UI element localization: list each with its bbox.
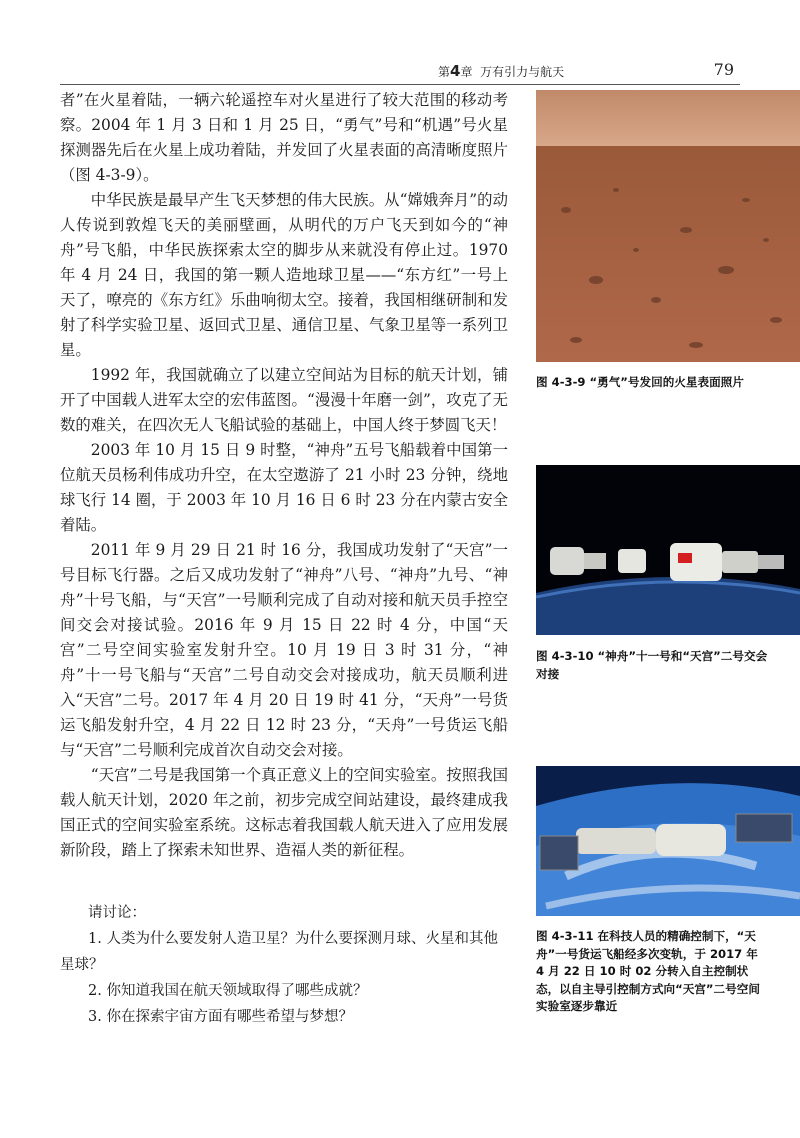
- spacecraft-docking-photo: [536, 465, 800, 635]
- cargo-ship-approach-photo: [536, 766, 800, 916]
- figure-caption-4-3-9: 图 4-3-9 “勇气”号发回的火星表面照片: [536, 375, 744, 389]
- discussion-box: [60, 900, 508, 1030]
- discussion-question-1: 1. 人类为什么要发射人造卫星？为什么要探测月球、火星和其他星球？: [60, 931, 498, 973]
- discussion-question-2: 2. 你知道我国在航天领域取得了哪些成就？: [88, 983, 368, 999]
- discussion-question-3: 3. 你在探索宇宙方面有哪些希望与梦想？: [88, 1009, 353, 1025]
- mars-surface-photo: [536, 90, 800, 362]
- paragraph-2: 中华民族是最早产生飞天梦想的伟大民族。从“嫦娥奔月”的动人传说到敦煌飞天的美丽壁画，从明代的万户飞天到如今的“神舟”号飞船，中华民族探索太空的脚步从来就没有停止过。1970 年 4 月 24 日，我国的第一颗人造地球卫星——“东方红”一号上天了，嘹亮的《东方红》乐曲响彻太空。接着，我国相继研制和发射了科学实验卫星、返回式卫星、通信卫星、气象卫星等一系列卫星。: [60, 191, 508, 359]
- chapter-number: 4: [450, 62, 461, 80]
- chapter-prefix: 第: [438, 65, 451, 79]
- paragraph-6: “天宫”二号是我国第一个真正意义上的空间实验室。按照我国载人航天计划，2020 年之前，初步完成空间站建设，最终建成我国正式的空间实验室系统。这标志着我国载人航天进入了应用发展新阶段，踏上了探索未知世界、造福人类的新征程。: [60, 766, 508, 859]
- chapter-label: [438, 62, 564, 80]
- paragraph-3: 1992 年，我国就确立了以建立空间站为目标的航天计划，铺开了中国载人进军太空的宏伟蓝图。“漫漫十年磨一剑”，攻克了无数的难关，在四次无人飞船试验的基础上，中国人终于梦圆飞天！: [60, 366, 508, 434]
- page-number: 79: [713, 60, 734, 79]
- paragraph-5: 2011 年 9 月 29 日 21 时 16 分，我国成功发射了“天宫”一号目标飞行器。之后又成功发射了“神舟”八号、“神舟”九号、“神舟”十号飞船，与“天宫”一号顺利完成了自动对接和航天员手控空间交会对接试验。2016 年 9 月 15 日 22 时 4 分，中国“天宫”二号空间实验室发射升空。10 月 19 日 3 时 31 分，“神舟”十一号飞船与“天宫”二号自动交会对接成功，航天员顺利进入“天宫”二号。2017 年 4 月 20 日 19 时 41 分，“天舟”一号货运飞船发射升空，4 月 22 日 12 时 23 分，“天舟”一号货运飞船与“天宫”二号顺利完成首次自动交会对接。: [60, 541, 508, 759]
- page-header: [60, 58, 740, 85]
- chapter-title: 万有引力与航天: [480, 65, 565, 79]
- paragraph-1: 者”在火星着陆，一辆六轮遥控车对火星进行了较大范围的移动考察。2004 年 1 月 3 日和 1 月 25 日，“勇气”号和“机遇”号火星探测器先后在火星上成功着陆，并发回了火星表面的高清晰度照片（图 4-3-9）。: [60, 91, 508, 184]
- paragraph-4: 2003 年 10 月 15 日 9 时整，“神舟”五号飞船载着中国第一位航天员杨利伟成功升空，在太空遨游了 21 小时 23 分钟，绕地球飞行 14 圈，于 2003 年 10 月 16 日 6 时 23 分在内蒙古安全着陆。: [60, 441, 508, 534]
- chapter-suffix: 章: [460, 65, 473, 79]
- discussion-title: 请讨论：: [88, 905, 146, 921]
- figure-caption-4-3-11: 图 4-3-11 在科技人员的精确控制下，“天舟”一号货运飞船经多次变轨，于 2017 年 4 月 22 日 10 时 02 分转入自主控制状态，以自主导引控制方式向“天宫”二号空间实验室逐步靠近: [536, 929, 760, 1013]
- figure-caption-4-3-10: 图 4-3-10 “神舟”十一号和“天宫”二号交会对接: [536, 649, 768, 681]
- main-text: [60, 88, 508, 863]
